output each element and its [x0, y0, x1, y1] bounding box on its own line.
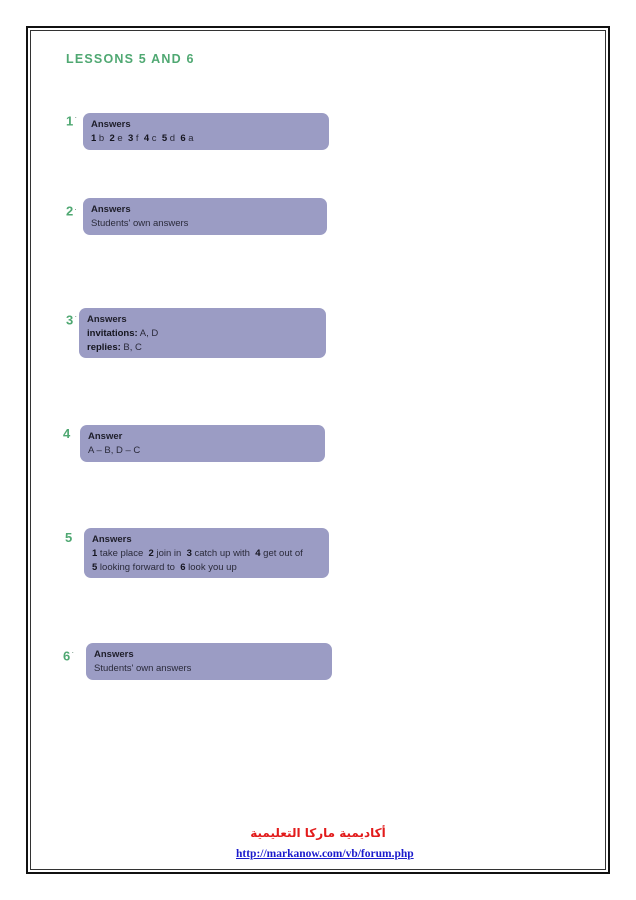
answer-item-text: look you up	[185, 562, 237, 573]
answer-item-number: 2	[148, 548, 154, 559]
answer-item-text: join in	[153, 548, 187, 559]
answer-box-title: Answer	[88, 431, 123, 442]
invitations-label: invitations:	[87, 328, 138, 339]
exercise-number-5: 5	[65, 530, 73, 545]
answer-item-number: 1	[92, 548, 98, 559]
answer-item-text: looking forward to	[97, 562, 181, 573]
answer-item-text: get out of	[260, 548, 303, 559]
answer-item-number: 6	[180, 133, 186, 144]
invitations-value: A, D	[137, 328, 159, 339]
answer-item-number: 2	[109, 133, 115, 144]
answer-box-4	[80, 425, 325, 462]
exercise-number-4: 4	[63, 426, 71, 441]
answer-box-title: Answers	[91, 119, 131, 130]
answer-item-text: catch up with	[191, 548, 256, 559]
answer-item-number: 6	[180, 562, 186, 573]
answer-box-title: Answers	[94, 649, 134, 660]
answer-item-text: f	[133, 133, 144, 144]
answer-item-number: 5	[92, 562, 98, 573]
answer-box-5	[84, 528, 329, 578]
answer-line: Students' own answers	[91, 218, 189, 229]
answer-item-number: 1	[91, 133, 97, 144]
answer-line	[92, 547, 321, 561]
answer-line	[92, 561, 321, 575]
answer-item-number: 3	[128, 133, 134, 144]
answer-item-number: 3	[186, 548, 192, 559]
replies-label: replies:	[87, 342, 121, 353]
answer-item-number: 5	[161, 133, 168, 144]
answer-box-3	[79, 308, 326, 358]
answer-line	[87, 327, 318, 341]
exercise-number-2: 2.	[66, 202, 77, 219]
replies-value: B, C	[120, 342, 142, 353]
answer-item-text: a	[185, 133, 194, 144]
exercise-number-1: 1·	[66, 112, 78, 129]
answer-item-text: c	[149, 133, 162, 144]
answer-line	[91, 132, 321, 146]
answer-line	[87, 341, 318, 355]
exercise-number-6: 6·	[63, 647, 75, 664]
answer-item-text: take place	[97, 548, 149, 559]
answer-item-text: e	[114, 133, 128, 144]
footer-forum-link[interactable]: http://markanow.com/vb/forum.php	[236, 848, 414, 860]
answer-box-title: Answers	[92, 534, 132, 545]
answer-box-6	[86, 643, 332, 680]
exercise-number-3: 3·	[66, 311, 78, 328]
answer-item-number: 4	[255, 548, 261, 559]
answer-item-text: d	[167, 133, 181, 144]
answer-box-title: Answers	[91, 204, 131, 215]
page-title: LESSONS 5 AND 6	[66, 52, 195, 66]
answer-box-1	[83, 113, 329, 150]
answer-box-title: Answers	[87, 314, 127, 325]
footer-arabic-title: أكاديمية ماركا التعليمية	[250, 826, 386, 840]
answer-item-text: b	[96, 133, 110, 144]
answer-line: Students' own answers	[94, 663, 192, 674]
answer-box-2	[83, 198, 327, 235]
answer-line: A – B, D – C	[88, 445, 141, 456]
answer-item-number: 4	[143, 133, 150, 144]
